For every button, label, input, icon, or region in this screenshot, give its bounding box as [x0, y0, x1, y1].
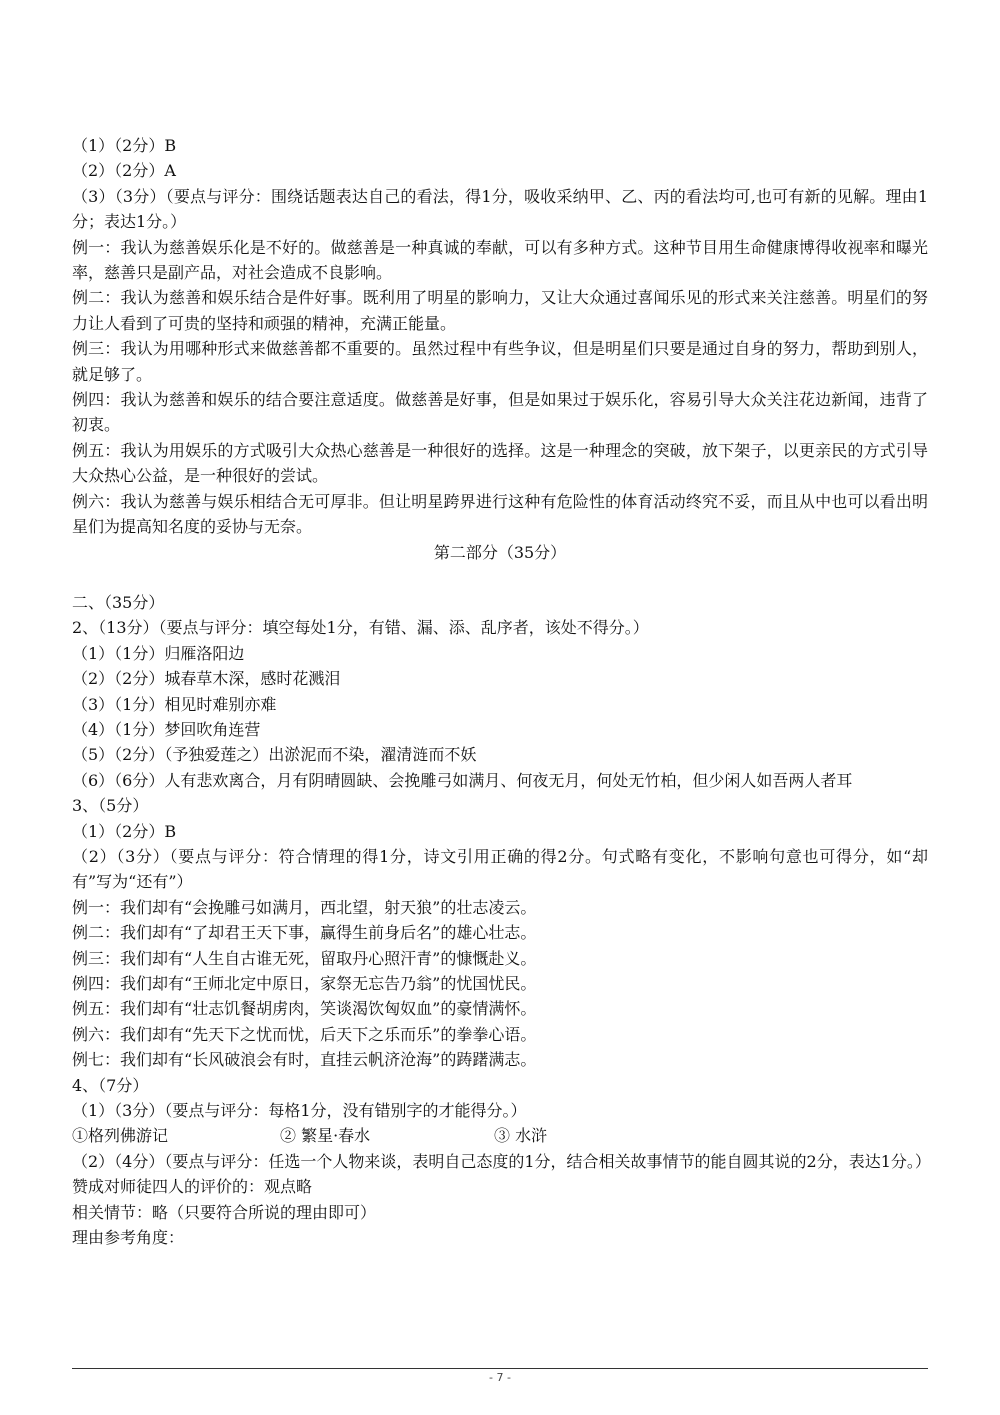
answer-line: 相关情节：略（只要符合所说的理由即可） — [72, 1202, 377, 1222]
example-line: 例七：我们却有“长风破浪会有时，直挂云帆济沧海”的踌躇满志。 — [72, 1050, 537, 1070]
question-heading: 3、（5分） — [72, 796, 149, 816]
example-line: 例三：我们却有“人生自古谁无死，留取丹心照汗青”的慷慨赴义。 — [72, 948, 537, 968]
answer-line: （1）（1分）归雁洛阳边 — [72, 643, 245, 663]
example-paragraph: 例五：我认为用娱乐的方式吸引大众热心慈善是一种很好的选择。这是一种理念的突破，放下架子，以更亲民的方式引导大众热心公益，是一种很好的尝试。 — [72, 440, 928, 486]
example-line: 例四：我们却有“王师北定中原日，家祭无忘告乃翁”的忧国忧民。 — [72, 974, 537, 993]
scoring-note: （3）（3分）（要点与评分：围绕话题表达自己的看法，得1分，吸收采纳甲、乙、丙的看法均可,也可有新的见解。理由1分；表达1分。） — [72, 186, 928, 232]
example-line: 例一：我们却有“会挽雕弓如满月，西北望，射天狼”的壮志凌云。 — [72, 897, 537, 917]
example-paragraph: 例四：我认为慈善和娱乐的结合要注意适度。做慈善是好事，但是如果过于娱乐化，容易引导大众关注花边新闻，违背了初衷。 — [72, 390, 928, 435]
footer-divider — [72, 1368, 928, 1369]
answer-line: （3）（1分）相见时难别亦难 — [72, 694, 277, 714]
page-content — [72, 133, 931, 1250]
answer-line: （2）（2分）城春草木深，感时花溅泪 — [72, 669, 341, 689]
question-heading: 4、（7分） — [72, 1075, 149, 1095]
example-paragraph: 例一：我认为慈善娱乐化是不好的。做慈善是一种真诚的奉献，可以有多种方式。这种节目用生命健康博得收视率和曝光率，慈善只是副产品，对社会造成不良影响。 — [72, 237, 928, 283]
scoring-note: （2）（3分）（要点与评分：符合情理的得1分，诗文引用正确的得2分。句式略有变化，不影响句意也可得分，如“却有”写为“还有”） — [72, 846, 928, 892]
answer-options — [72, 1123, 928, 1148]
example-line: 例六：我们却有“先天下之忧而忧，后天下之乐而乐”的拳拳心语。 — [72, 1024, 537, 1044]
page-number: - 7 - — [489, 1371, 511, 1384]
example-line: 例五：我们却有“壮志饥餐胡虏肉，笑谈渴饮匈奴血”的豪情满怀。 — [72, 999, 537, 1019]
answer-line: （1）（2分）B — [72, 821, 177, 841]
example-paragraph: 例三：我认为用哪种形式来做慈善都不重要的。虽然过程中有些争议，但是明星们只要是通过自身的努力，帮助到别人，就足够了。 — [72, 339, 928, 384]
option-item: ①格列佛游记 — [72, 1126, 169, 1146]
answer-line: （5）（2分）（予独爱莲之）出淤泥而不染，濯清涟而不妖 — [72, 745, 477, 765]
answer-paragraph: （6）（6分）人有悲欢离合，月有阴晴圆缺、会挽雕弓如满月、何夜无月，何处无竹柏，但少闲人如吾两人者耳 — [72, 770, 853, 790]
answer-line: （4）（1分）梦回吹角连营 — [72, 719, 261, 739]
example-line: 例二：我们却有“了却君王天下事，赢得生前身后名”的雄心壮志。 — [72, 923, 537, 943]
question-heading: 二、（35分） — [72, 592, 165, 612]
example-paragraph: 例二：我认为慈善和娱乐结合是件好事。既利用了明星的影响力，又让大众通过喜闻乐见的形式来关注慈善。明星们的努力让人看到了可贵的坚持和顽强的精神，充满正能量。 — [72, 288, 928, 333]
answer-line: 赞成对师徒四人的评价的：观点略 — [72, 1177, 313, 1197]
scoring-note: （2）（4分）（要点与评分：任选一个人物来谈，表明自己态度的1分，结合相关故事情节的能自圆其说的2分，表达1分。） — [72, 1151, 931, 1171]
question-heading: 2、（13分）（要点与评分：填空每处1分，有错、漏、添、乱序者，该处不得分。） — [72, 618, 649, 638]
answer-line: 理由参考角度： — [72, 1228, 185, 1248]
example-paragraph: 例六：我认为慈善与娱乐相结合无可厚非。但让明星跨界进行这种有危险性的体育活动终究不妥，而且从中也可以看出明星们为提高知名度的妥协与无奈。 — [72, 491, 928, 537]
option-item: ③ 水浒 — [494, 1126, 548, 1146]
answer-line: （2）（2分）A — [72, 161, 176, 181]
spacer — [72, 565, 928, 590]
option-item: ② 繁星·春水 — [280, 1126, 371, 1146]
section-heading: 第二部分（35分） — [433, 542, 567, 562]
scoring-note: （1）（3分）（要点与评分：每格1分，没有错别字的才能得分。） — [72, 1101, 527, 1121]
answer-line: （1）（2分）B — [72, 136, 177, 155]
